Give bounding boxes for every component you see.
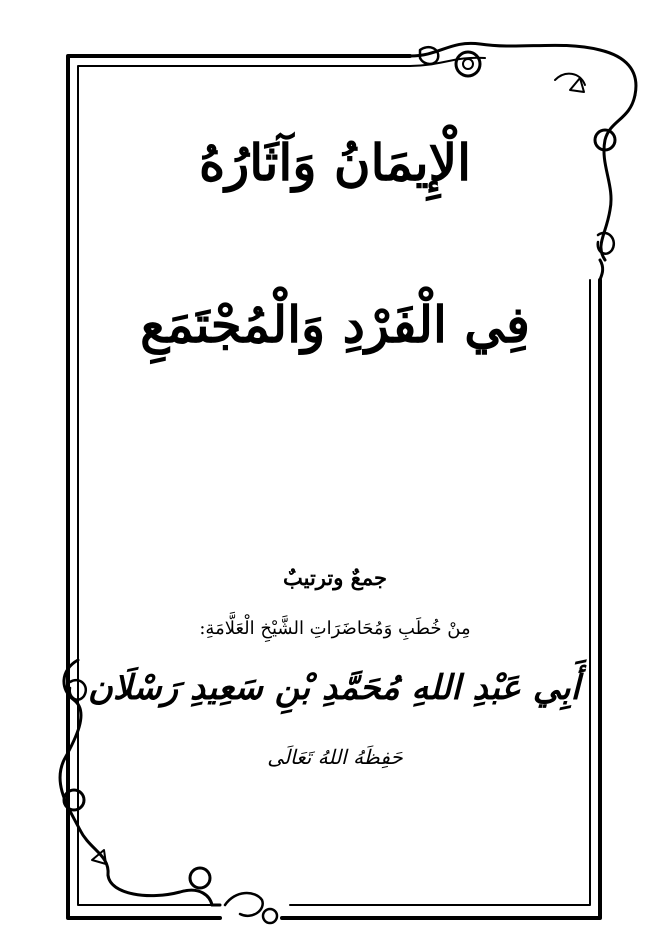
- title-line-2: فِي الْفَرْدِ وَالْمُجْتَمَعِ: [140, 295, 530, 354]
- author-name: أَبِي عَبْدِ اللهِ مُحَمَّدِ بْنِ سَعِيدِ رَسْلَان: [87, 668, 580, 708]
- compiled-label: جمعٌ وترتيبٌ: [283, 565, 387, 590]
- honorific: حَفِظَهُ اللهُ تَعَالَى: [267, 745, 403, 769]
- title-line-1: الْإِيمَانُ وَآثَارُهُ: [198, 133, 472, 192]
- from-lectures-label: مِنْ خُطَبِ وَمُحَاضَرَاتِ الشَّيْخِ الْعَلَّامَةِ:: [199, 618, 471, 639]
